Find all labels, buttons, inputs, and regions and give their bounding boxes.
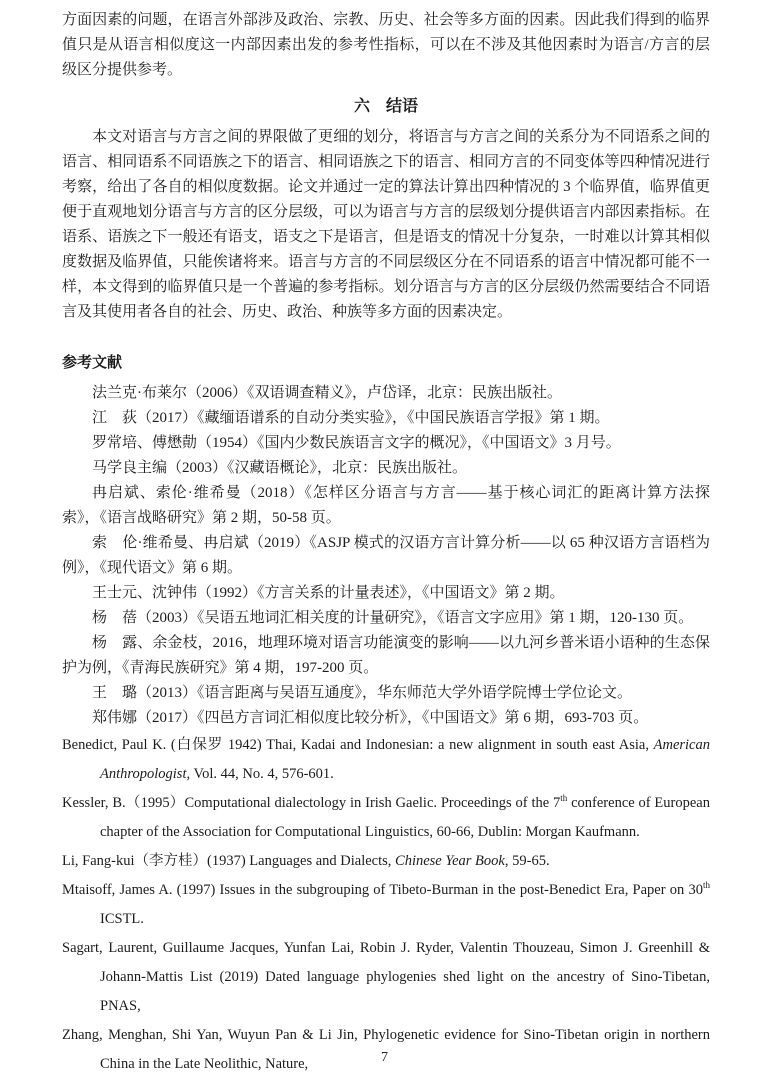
reference-item: 王士元、沈钟伟（1992）《方言关系的计量表述》，《中国语文》第 2 期。 [92, 585, 565, 601]
references-heading: 参考文献 [62, 355, 123, 371]
references-english-list [62, 731, 710, 1078]
reference-item: 王 璐（2013）《语言距离与吴语互通度》，华东师范大学外语学院博士学位论文。 [92, 685, 633, 701]
reference-item: 郑伟娜（2017）《四邑方言词汇相似度比较分析》，《中国语文》第 6 期，693-703 页。 [92, 710, 649, 726]
reference-item: 索 伦·维希曼、冉启斌（2019）《ASJP 模式的汉语方言计算分析——以 65 种汉语方言语档为例》，《现代语文》第 6 期。 [62, 535, 710, 576]
intro-paragraph: 方面因素的问题，在语言外部涉及政治、宗教、历史、社会等多方面的因素。因此我们得到的临界值只是从语言相似度这一内部因素出发的参考性指标，可以在不涉及其他因素时为语言/方言的层级区分提供参考。 [62, 12, 710, 78]
reference-item: 罗常培、傅懋勣（1954）《国内少数民族语言文字的概况》，《中国语文》3 月号。 [92, 435, 621, 451]
reference-item: Li, Fang-kui（李方桂）(1937) Languages and Dialects, Chinese Year Book, 59-65. [62, 853, 550, 869]
reference-item: Kessler, B.（1995）Computational dialectology in Irish Gaelic. Proceedings of the 7th conference of European chapter of the Association for Computational Linguistics, 60-66, Dublin: Morgan Kaufmann. [62, 793, 710, 840]
page-number: 7 [381, 1050, 388, 1065]
reference-item: Sagart, Laurent, Guillaume Jacques, Yunfan Lai, Robin J. Ryder, Valentin Thouzeau, Simon J. Greenhill & Johann-Mattis List (2019) Dated language phylogenies shed light on the ancestry of Sino-Tibetan, PNAS, [62, 940, 710, 1014]
reference-item: 杨 蓓（2003）《吴语五地词汇相关度的计量研究》，《语言文字应用》第 1 期，120-130 页。 [92, 610, 694, 626]
reference-item: 马学良主编（2003）《汉藏语概论》，北京：民族出版社。 [92, 460, 468, 476]
reference-item: 江 荻（2017）《藏缅语谱系的自动分类实验》，《中国民族语言学报》第 1 期。 [92, 410, 610, 426]
reference-item: Zhang, Menghan, Shi Yan, Wuyun Pan & Li Jin, Phylogenetic evidence for Sino-Tibetan origin in northern China in the Late Neolithic, Nature, [62, 1027, 710, 1072]
reference-item: 冉启斌、索伦·维希曼（2018）《怎样区分语言与方言——基于核心词汇的距离计算方法探索》，《语言战略研究》第 2 期，50-58 页。 [62, 485, 710, 526]
page-content [62, 8, 710, 1078]
reference-item: Benedict, Paul K. (白保罗 1942) Thai, Kadai and Indonesian: a new alignment in south east Asia, American Anthropologist, Vol. 44, No. 4, 576-601. [62, 737, 710, 782]
conclusion-paragraph: 本文对语言与方言之间的界限做了更细的划分，将语言与方言之间的关系分为不同语系之间的语言、相同语系不同语族之下的语言、相同语族之下的语言、相同方言的不同变体等四种情况进行考察，给出了各自的相似度数据。论文并通过一定的算法计算出四种情况的 3 个临界值，临界值更便于直观地划分语言与方言的区分层级，可以为语言与方言的层级划分提供语言内部因素指标。在语系、语族之下一般还有语支，语支之下是语言，但是语支的情况十分复杂，一时难以计算其相似度数据及临界值，只能俟诸将来。语言与方言的不同层级区分在不同语系的语言中情况都可能不一样，本文得到的临界值只是一个普遍的参考指标。划分语言与方言的区分层级仍然需要结合不同语言及其使用者各自的社会、历史、政治、种族等多方面的因素决定。 [62, 129, 710, 320]
reference-item: Mtaisoff, James A. (1997) Issues in the subgrouping of Tibeto-Burman in the post-Benedict Era, Paper on 30th ICSTL. [62, 880, 710, 927]
references-chinese-list [62, 381, 710, 731]
reference-item: 杨 露、余金枝，2016，地理环境对语言功能演变的影响——以九河乡普米语小语种的生态保护为例，《青海民族研究》第 4 期，197-200 页。 [62, 635, 710, 676]
reference-item: 法兰克·布莱尔（2006）《双语调查精义》，卢岱译，北京：民族出版社。 [92, 385, 562, 401]
section-heading-conclusion: 六 结语 [353, 98, 418, 115]
